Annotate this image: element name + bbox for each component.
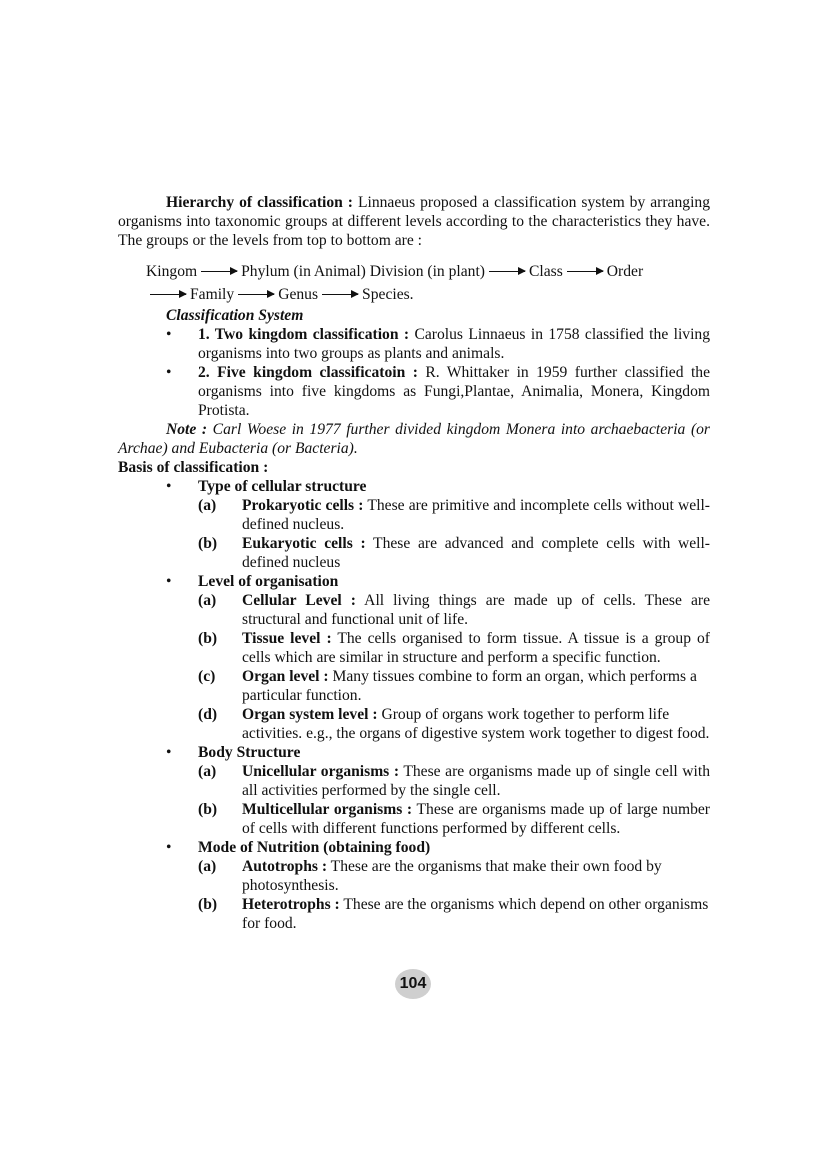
- item-label: (b): [198, 801, 218, 818]
- bullet: •: [166, 478, 172, 495]
- item-text: These are advanced and complete cells with well-defined nucleus: [242, 535, 710, 571]
- basis-group: [118, 477, 710, 496]
- list-item-text: [242, 705, 710, 743]
- item-label: (a): [198, 497, 217, 514]
- item-text: Carolus Linnaeus in 1758 classified the living organisms into two groups as plants and animals.: [198, 326, 710, 362]
- item-heading: Autotrophs :: [242, 858, 328, 875]
- flow-step: Order: [606, 263, 644, 280]
- arrow-right-icon: [201, 271, 237, 272]
- item-heading: Multicellular organisms :: [242, 801, 413, 818]
- flow-step: Species.: [362, 286, 414, 303]
- item-text: R. Whittaker in 1959 further classified the organisms into five kingdoms as Fungi,Plantae, Animalia, Monera, Kingdom Protista.: [198, 364, 710, 419]
- item-text: These are primitive and incomplete cells without well-defined nucleus.: [242, 497, 710, 533]
- flow-step: Genus: [278, 286, 319, 303]
- intro-text: Linnaeus proposed a classification system by arranging organisms into taxonomic groups at different levels according to the characteristics they have. The groups or the levels from top to bottom are :: [118, 194, 710, 249]
- item-label: (b): [198, 535, 218, 552]
- bullet: •: [166, 744, 172, 761]
- item-heading: Eukaryotic cells :: [242, 535, 366, 552]
- group-title: [198, 477, 710, 496]
- item-text: These are the organisms which depend on other organisms for food.: [242, 896, 709, 932]
- bullet: •: [166, 326, 172, 343]
- arrow-right-icon: [150, 294, 186, 295]
- arrow-right-icon: [489, 271, 525, 272]
- item-text: These are the organisms that make their own food by photosynthesis.: [242, 858, 662, 894]
- intro-paragraph: [118, 193, 710, 250]
- hierarchy-flow-row-2: [118, 283, 710, 306]
- page-number: 104: [395, 969, 431, 999]
- basis-heading-text: Basis of classification :: [118, 459, 269, 476]
- item-label: (a): [198, 763, 217, 780]
- list-item: [198, 534, 710, 572]
- list-item-text: [242, 496, 710, 534]
- list-item: [198, 800, 710, 838]
- group-title: [198, 743, 710, 762]
- note-label: Note :: [166, 421, 208, 438]
- item-heading: Organ level :: [242, 668, 329, 685]
- list-item-text: [242, 534, 710, 572]
- group-title-text: Type of cellular structure: [198, 478, 367, 495]
- list-item: [198, 705, 710, 743]
- intro-heading: Hierarchy of classification :: [166, 194, 353, 211]
- list-item-text: [242, 762, 710, 800]
- flow-step: Kingom: [146, 263, 198, 280]
- list-item: [118, 363, 710, 420]
- item-text: The cells organised to form tissue. A tissue is a group of cells which are similar in structure and perform a specific function.: [242, 630, 710, 666]
- list-item: [198, 667, 710, 705]
- page-content: [118, 193, 710, 933]
- item-text: These are organisms made up of single cell with all activities performed by the single cell.: [242, 763, 710, 799]
- list-item: [198, 629, 710, 667]
- item-label: (b): [198, 896, 218, 913]
- item-heading: Cellular Level :: [242, 592, 356, 609]
- item-label: (d): [198, 706, 218, 723]
- arrow-right-icon: [567, 271, 603, 272]
- flow-step: Family: [190, 286, 235, 303]
- list-item-text: [242, 667, 710, 705]
- arrow-right-icon: [238, 294, 274, 295]
- item-heading: 1. Two kingdom classification :: [198, 326, 410, 343]
- list-item: [198, 857, 710, 895]
- basis-group: [118, 572, 710, 591]
- item-label: (a): [198, 592, 217, 609]
- item-text: Many tissues combine to form an organ, which performs a particular function.: [242, 668, 697, 704]
- group-title-text: Level of organisation: [198, 573, 339, 590]
- hierarchy-flow-row-1: [118, 260, 710, 283]
- list-item: [198, 591, 710, 629]
- item-heading: Prokaryotic cells :: [242, 497, 364, 514]
- bullet: •: [166, 839, 172, 856]
- list-item-text: [242, 800, 710, 838]
- item-text: Group of organs work together to perform life activities. e.g., the organs of digestive system work together to digest food.: [242, 706, 710, 742]
- bullet: •: [166, 364, 172, 381]
- basis-group: [118, 743, 710, 762]
- list-item: [118, 325, 710, 363]
- list-item-text: [242, 591, 710, 629]
- list-item-text: [198, 325, 710, 363]
- item-heading: Organ system level :: [242, 706, 378, 723]
- item-heading: Unicellular organisms :: [242, 763, 400, 780]
- bullet: •: [166, 573, 172, 590]
- list-item-text: [242, 895, 710, 933]
- classification-system-heading: Classification System: [166, 307, 304, 324]
- item-heading: 2. Five kingdom classificatoin :: [198, 364, 418, 381]
- group-title-text: Mode of Nutrition (obtaining food): [198, 839, 431, 856]
- group-title: [198, 572, 710, 591]
- list-item-text: [198, 363, 710, 420]
- item-label: (a): [198, 858, 217, 875]
- note-text: Carl Woese in 1977 further divided kingdom Monera into archaebacteria (or Archae) and Eubacteria (or Bacteria).: [118, 421, 710, 457]
- list-item: [198, 496, 710, 534]
- hierarchy-flow: [118, 260, 710, 306]
- list-item-text: [242, 857, 710, 895]
- item-text: All living things are made up of cells. These are structural and functional unit of life.: [242, 592, 710, 628]
- list-item: [198, 762, 710, 800]
- item-heading: Tissue level :: [242, 630, 332, 647]
- group-title: [198, 838, 710, 857]
- item-heading: Heterotrophs :: [242, 896, 340, 913]
- list-item-text: [242, 629, 710, 667]
- flow-step: Phylum (in Animal) Division (in plant): [241, 263, 485, 280]
- basis-heading: [118, 458, 710, 477]
- flow-step: Class: [528, 263, 563, 280]
- arrow-right-icon: [322, 294, 358, 295]
- basis-group: [118, 838, 710, 857]
- note-paragraph: [118, 420, 710, 458]
- item-text: These are organisms made up of large number of cells with different functions performed by different cells.: [242, 801, 710, 837]
- group-title-text: Body Structure: [198, 744, 301, 761]
- item-label: (b): [198, 630, 218, 647]
- list-item: [198, 895, 710, 933]
- item-label: (c): [198, 668, 216, 685]
